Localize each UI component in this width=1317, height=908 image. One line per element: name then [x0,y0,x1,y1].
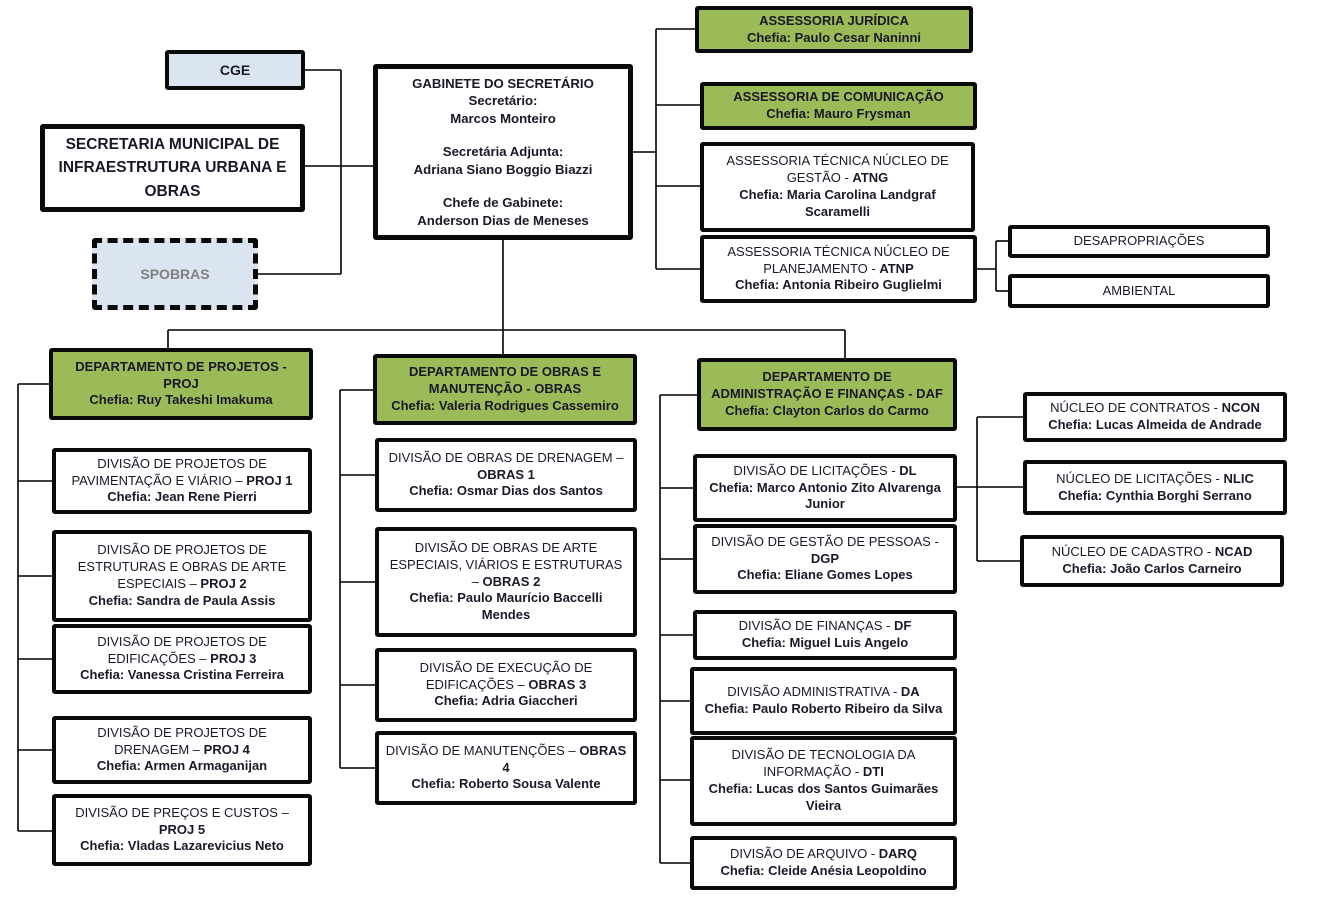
node-title: DEPARTAMENTO DE OBRAS E MANUTENÇÃO - OBRAS [408,364,602,397]
node-atnp [700,235,977,303]
node-obras3 [375,648,637,722]
node-title: SECRETARIA MUNICIPAL DE INFRAESTRUTURA URBANA E OBRAS [58,136,287,200]
node-title: DESAPROPRIAÇÕES [1073,233,1205,249]
node-title: NÚCLEO DE LICITAÇÕES - NLIC [1056,470,1254,486]
node-proj4 [52,716,312,784]
node-obras4 [375,731,637,805]
node-title: DIVISÃO DE PROJETOS DE PAVIMENTAÇÃO E VIÁRIO – PROJ 1 [71,455,293,488]
node-darq [690,836,957,890]
node-title: SPOBRAS [140,265,210,282]
node-chefia: Chefia: Antonia Ribeiro Guglielmi [735,277,942,293]
node-dgp [693,524,957,594]
node-dept-proj [49,348,313,420]
node-title: DIVISÃO DE LICITAÇÕES - DL [733,462,917,478]
node-desapropriacoes [1008,225,1270,258]
node-ncon [1023,392,1287,442]
node-chefia: Chefia: Mauro Frysman [766,106,911,121]
node-title: DIVISÃO DE FINANÇAS - DF [738,618,912,634]
node-atng [700,142,975,232]
node-dl [693,454,957,522]
role-label: Secretário: [468,93,538,109]
node-title: DIVISÃO DE PROJETOS DE EDIFICAÇÕES – PROJ 3 [97,633,267,666]
node-title: DIVISÃO ADMINISTRATIVA - DA [727,684,920,700]
role-name: Adriana Siano Boggio Biazzi [413,161,593,177]
node-title: ASSESSORIA JURÍDICA [759,12,909,28]
node-obras2 [375,527,637,637]
node-title: NÚCLEO DE CADASTRO - NCAD [1051,544,1253,560]
node-chefia: Chefia: Vladas Lazarevicius Neto [80,838,284,854]
node-title: DIVISÃO DE PROJETOS DE ESTRUTURAS E OBRAS DE ARTE ESPECIAIS – PROJ 2 [77,542,287,591]
role-name: Marcos Monteiro [450,111,556,127]
node-chefia: Chefia: Roberto Sousa Valente [411,776,601,792]
node-chefia: Chefia: Lucas dos Santos Guimarães Vieira [708,781,939,813]
node-spobras [92,238,258,310]
node-title: DIVISÃO DE MANUTENÇÕES – OBRAS 4 [385,742,627,775]
node-title: DIVISÃO DE PROJETOS DE DRENAGEM – PROJ 4 [97,724,267,757]
node-proj3 [52,624,312,694]
node-chefia: Chefia: Cleide Anésia Leopoldino [720,863,927,878]
node-title: AMBIENTAL [1102,282,1176,298]
node-title: DIVISÃO DE TECNOLOGIA DA INFORMAÇÃO - DTI [731,747,916,780]
node-proj2 [52,530,312,622]
node-title: DEPARTAMENTO DE PROJETOS - PROJ [75,358,287,391]
node-chefia: Chefia: Eliane Gomes Lopes [737,567,913,583]
node-title: CGE [219,61,251,78]
role-label: Secretária Adjunta: [442,144,564,160]
node-chefia: Chefia: Cynthia Borghi Serrano [1058,487,1252,503]
node-assessoria-juridica [695,6,973,53]
node-proj5 [52,794,312,866]
node-title: ASSESSORIA TÉCNICA NÚCLEO DE PLANEJAMENTO - ATNP [727,243,950,276]
node-title: DIVISÃO DE EXECUÇÃO DE EDIFICAÇÕES – OBRAS 3 [419,659,593,692]
node-dept-obras [373,354,637,425]
node-secretaria [40,124,305,212]
node-title: DIVISÃO DE PREÇOS E CUSTOS – PROJ 5 [75,804,289,837]
node-chefia: Chefia: Marco Antonio Zito Alvarenga Junior [709,479,941,512]
node-chefia: Chefia: Jean Rene Pierri [107,489,257,505]
node-title: DIVISÃO DE GESTÃO DE PESSOAS - DGP [711,533,939,566]
node-chefia: Chefia: Sandra de Paula Assis [88,592,276,608]
node-title: DIVISÃO DE OBRAS DE DRENAGEM – OBRAS 1 [388,449,624,482]
node-da [690,667,957,735]
node-cge [165,50,305,90]
node-nlic [1023,460,1287,515]
node-title: DEPARTAMENTO DE ADMINISTRAÇÃO E FINANÇAS - DAF [711,369,943,402]
node-gabinete [373,64,633,240]
node-title: NÚCLEO DE CONTRATOS - NCON [1050,400,1260,416]
node-title: ASSESSORIA DE COMUNICAÇÃO [733,89,944,105]
node-chefia: Chefia: João Carlos Carneiro [1062,561,1242,576]
node-chefia: Chefia: Osmar Dias dos Santos [409,483,603,499]
node-ambiental [1008,274,1270,308]
node-proj1 [52,448,312,514]
node-title: DIVISÃO DE OBRAS DE ARTE ESPECIAIS, VIÁRIOS E ESTRUTURAS – OBRAS 2 [389,539,623,589]
node-chefia: Chefia: Paulo Roberto Ribeiro da Silva [704,701,943,716]
node-chefia: Chefia: Adria Giaccheri [434,693,578,709]
node-df [693,610,957,660]
node-chefia: Chefia: Clayton Carlos do Carmo [725,402,929,418]
node-chefia: Chefia: Vanessa Cristina Ferreira [80,667,284,683]
node-chefia: Chefia: Lucas Almeida de Andrade [1048,417,1262,432]
node-obras1 [375,438,637,512]
node-ncad [1020,535,1284,587]
node-title: ASSESSORIA TÉCNICA NÚCLEO DE GESTÃO - ATNG [726,153,949,186]
node-title: GABINETE DO SECRETÁRIO [412,75,594,91]
node-dept-daf [697,358,957,431]
role-name: Anderson Dias de Meneses [417,212,589,228]
node-title: DIVISÃO DE ARQUIVO - DARQ [729,846,918,862]
node-chefia: Chefia: Ruy Takeshi Imakuma [89,392,273,408]
node-dti [690,736,957,826]
role-label: Chefe de Gabinete: [442,194,564,210]
node-chefia: Chefia: Miguel Luis Angelo [741,635,909,650]
node-chefia: Chefia: Armen Armaganijan [96,758,268,774]
node-chefia: Chefia: Paulo Maurício Baccelli Mendes [409,590,603,623]
node-chefia: Chefia: Maria Carolina Landgraf Scaramelli [739,187,936,219]
node-assessoria-comunicacao [700,82,977,130]
node-chefia: Chefia: Paulo Cesar Naninni [746,29,922,45]
node-chefia: Chefia: Valeria Rodrigues Cassemiro [391,397,619,413]
